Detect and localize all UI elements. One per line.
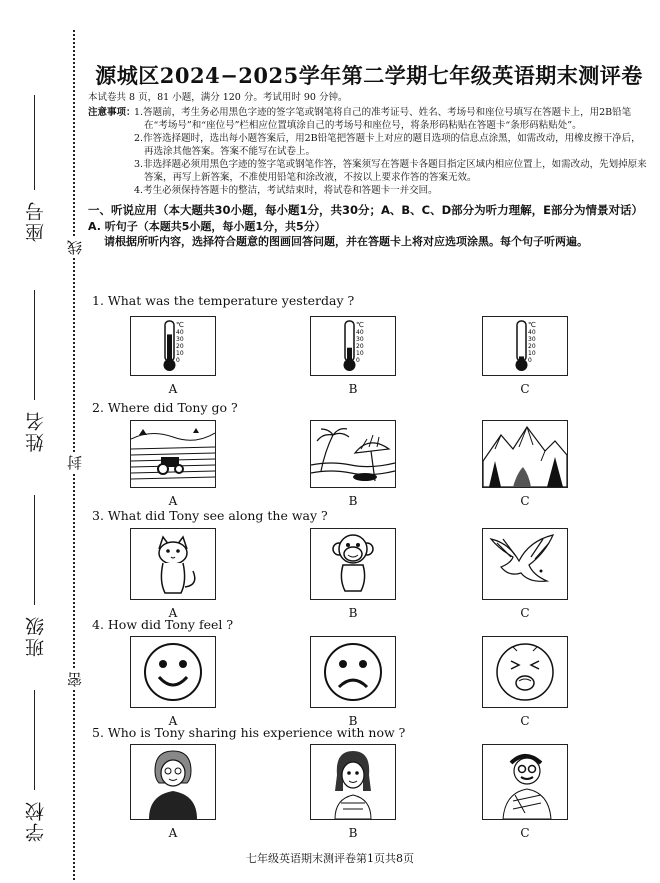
exam-meta: 本试卷共 8 页，81 小题，满分 120 分。考试用时 90 分钟。: [88, 92, 348, 103]
option-letter: B: [348, 714, 358, 728]
option-2a[interactable]: [130, 420, 216, 508]
question-4: 4. How did Tony feel ?: [92, 617, 234, 632]
sad-face-icon: [310, 636, 396, 708]
svg-text:20: 20: [176, 343, 184, 350]
class-field[interactable]: [34, 495, 35, 605]
cat-icon: [130, 528, 216, 600]
option-1b[interactable]: [310, 316, 396, 396]
option-4b[interactable]: [310, 636, 396, 728]
thermometer-icon: [130, 316, 216, 376]
svg-text:℃: ℃: [528, 321, 536, 329]
svg-text:40: 40: [356, 329, 364, 336]
binding-margin: [0, 0, 88, 883]
student-name-label: 姓名: [25, 410, 47, 452]
question-5: 5. Who is Tony sharing his experience with now ?: [92, 725, 406, 740]
option-letter: A: [168, 826, 178, 840]
exam-notes: [88, 106, 650, 197]
svg-text:℃: ℃: [176, 321, 184, 329]
seal-line-char: 线: [66, 240, 84, 255]
school-label: 学校: [25, 800, 47, 842]
option-2c[interactable]: [482, 420, 568, 508]
note-item: 1.答题前，考生务必用黑色字迹的签字笔或钢笔将自己的准考证号、姓名、考场号和座位号填写在答题卡上，用2B铅笔在“考场号”和“座位号”栏相应位置填涂自己的考场号和座位号，将条形码粘贴在答题卡“条形码粘贴处”。: [134, 106, 632, 131]
seal-secret-char: 密: [66, 672, 84, 687]
option-1c[interactable]: [482, 316, 568, 396]
option-letter: A: [168, 714, 178, 728]
exam-header: [88, 60, 650, 249]
option-letter: C: [520, 494, 530, 508]
svg-text:40: 40: [528, 329, 536, 336]
beach-icon: [310, 420, 396, 488]
option-letter: A: [168, 606, 178, 620]
svg-text:30: 30: [176, 336, 184, 343]
section-title: 一、听说应用（本大题共30小题，每小题1分，共30分；A、B、C、D部分为听力理解，E部分为情景对话）: [88, 202, 644, 217]
svg-text:20: 20: [528, 343, 536, 350]
option-3c[interactable]: [482, 528, 568, 620]
svg-text:0: 0: [528, 357, 532, 364]
option-letter: B: [348, 382, 358, 396]
option-3a[interactable]: [130, 528, 216, 620]
school-field[interactable]: [34, 690, 35, 790]
note-item: 4.考生必须保持答题卡的整洁，考试结束时，将试卷和答题卡一并交回。: [134, 184, 438, 196]
class-label: 班级: [25, 615, 47, 657]
option-letter: A: [168, 494, 178, 508]
page-footer: 七年级英语期末测评卷第1页共8页: [246, 852, 414, 865]
option-letter: C: [520, 826, 530, 840]
option-letter: C: [520, 714, 530, 728]
eagle-icon: [482, 528, 568, 600]
svg-text:20: 20: [356, 343, 364, 350]
option-letter: C: [520, 606, 530, 620]
option-3b[interactable]: [310, 528, 396, 620]
seat-number-field[interactable]: [34, 95, 35, 190]
svg-text:40: 40: [176, 329, 184, 336]
svg-text:30: 30: [528, 336, 536, 343]
part-a-instruction: 请根据所听内容，选择符合题意的图画回答问题，并在答题卡上将对应选项涂黑。每个句子听两遍。: [104, 234, 588, 248]
happy-face-icon: [130, 636, 216, 708]
option-letter: B: [348, 494, 358, 508]
option-letter: B: [348, 826, 358, 840]
option-letter: B: [348, 606, 358, 620]
option-1a[interactable]: [130, 316, 216, 396]
option-5a[interactable]: [130, 744, 216, 840]
student-name-field[interactable]: [34, 290, 35, 400]
exam-title: 源城区2024−2025学年第二学期七年级英语期末测评卷: [95, 63, 643, 88]
svg-text:℃: ℃: [356, 321, 364, 329]
mountain-icon: [482, 420, 568, 488]
option-2b[interactable]: [310, 420, 396, 508]
option-letter: C: [520, 382, 530, 396]
notes-label: 注意事项：: [88, 106, 136, 118]
svg-text:10: 10: [528, 350, 536, 357]
svg-text:0: 0: [356, 357, 360, 364]
question-3: 3. What did Tony see along the way ?: [92, 508, 328, 523]
svg-text:10: 10: [176, 350, 184, 357]
note-item: 3.非选择题必须用黑色字迹的签字笔或钢笔作答，答案须写在答题卡各题目指定区域内相应位置上，如需改动，先划掉原来答案，再写上新答案，不准使用铅笔和涂改液，不按以上要求作答的答案无效。: [134, 158, 647, 183]
option-letter: A: [168, 382, 178, 396]
seat-number-label: 座号: [25, 200, 47, 242]
grandpa-icon: [482, 744, 568, 820]
option-4c[interactable]: [482, 636, 568, 728]
seal-seal-char: 封: [66, 455, 84, 470]
crying-face-icon: [482, 636, 568, 708]
question-2: 2. Where did Tony go ?: [92, 400, 238, 415]
svg-text:0: 0: [176, 357, 180, 364]
monkey-icon: [310, 528, 396, 600]
thermometer-icon: [482, 316, 568, 376]
svg-text:10: 10: [356, 350, 364, 357]
part-a-title: A. 听句子（本题共5小题，每小题1分，共5分）: [88, 219, 326, 233]
farm-icon: [130, 420, 216, 488]
option-5c[interactable]: [482, 744, 568, 840]
option-5b[interactable]: [310, 744, 396, 840]
question-1: 1. What was the temperature yesterday ?: [92, 293, 355, 308]
svg-text:30: 30: [356, 336, 364, 343]
grandma-icon: [130, 744, 216, 820]
note-item: 2.作答选择题时，选出每小题答案后，用2B铅笔把答题卡上对应的题目选项的信息点涂黑，如需改动，用橡皮擦干净后，再选涂其他答案。答案不能写在试卷上。: [134, 132, 641, 157]
option-4a[interactable]: [130, 636, 216, 728]
girl-icon: [310, 744, 396, 820]
thermometer-icon: [310, 316, 396, 376]
